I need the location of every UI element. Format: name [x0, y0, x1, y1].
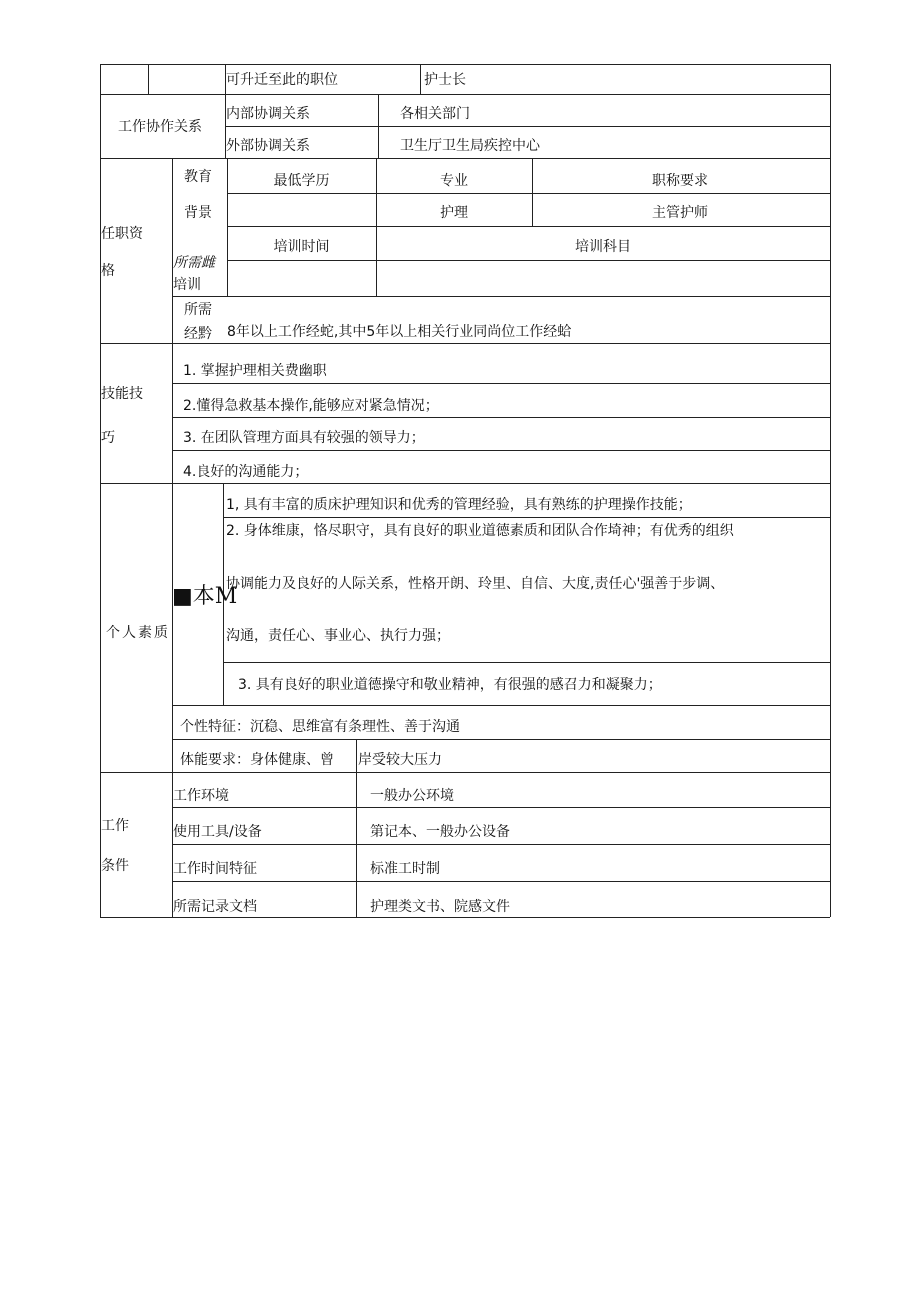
education-header-title: 职称要求	[652, 173, 708, 189]
table-border-left	[100, 64, 101, 917]
row-divider	[172, 739, 830, 740]
work-relations-title: 工作协作关系	[118, 119, 202, 135]
skills-title-line1: 技能技	[101, 386, 143, 402]
training-header-subject: 培训科目	[575, 239, 631, 255]
personal-item-3: 3. 具有良好的职业道德操守和敬业精神，有很强的感召力和凝聚力；	[238, 677, 662, 693]
condition-value-environment: 一般办公环境	[370, 788, 454, 804]
row-divider	[225, 126, 830, 127]
skill-item-3: 3. 在团队管理方面具有较强的领导力；	[183, 430, 425, 446]
education-value-title: 主管护师	[652, 205, 708, 221]
education-value-major: 护理	[440, 205, 468, 221]
personal-item-2-line3: 沟通，责任心、事业心、执行力强；	[226, 628, 450, 644]
education-label-line1: 教育	[184, 169, 212, 185]
row-divider	[100, 343, 830, 344]
row-divider	[227, 193, 830, 194]
col-divider	[172, 343, 173, 483]
condition-label-documents: 所需记录文档	[173, 899, 257, 915]
row-divider	[223, 662, 830, 663]
row-divider	[172, 844, 830, 845]
condition-label-tools: 使用工具/设备	[173, 824, 262, 840]
training-label-line1: 所需雌	[173, 255, 215, 271]
condition-value-tools: 第记本、一般办公设备	[370, 824, 510, 840]
qualification-title-line2: 格	[101, 263, 115, 279]
col-divider	[532, 158, 533, 226]
col-divider	[356, 739, 357, 772]
personal-sub-label: ■本M	[172, 584, 238, 609]
personal-item-2-line2: 协调能力及良好的人际关系，性格开朗、玲里、自信、大度,责任心'强善于步调、	[226, 576, 725, 592]
row-divider	[172, 450, 830, 451]
skill-item-4: 4.良好的沟通能力；	[183, 464, 309, 480]
table-border-right	[830, 64, 831, 917]
row-divider	[172, 881, 830, 882]
row-divider	[100, 772, 830, 773]
experience-label-line2: 经黔	[184, 326, 212, 341]
training-label-line2: 培训	[173, 277, 201, 293]
experience-value: 8年以上工作经蛇,其中5年以上相关行业同尚位工作经蛤	[227, 324, 572, 340]
internal-relations-value: 各相关部门	[400, 106, 470, 122]
col-divider	[172, 158, 173, 343]
row-divider	[100, 483, 830, 484]
training-header-time: 培训时间	[273, 239, 330, 255]
external-relations-label: 外部协调关系	[226, 138, 310, 154]
condition-value-documents: 护理类文书、院感文件	[370, 899, 510, 915]
personal-item-1: 1, 具有丰富的质床护理知识和优秀的管理经验，具有熟练的护理操作技能；	[226, 497, 692, 513]
experience-label-line1: 所需	[184, 302, 212, 318]
row-divider	[227, 260, 830, 261]
row-divider	[227, 226, 830, 227]
education-header-degree: 最低学历	[273, 173, 330, 189]
internal-relations-label: 内部协调关系	[226, 106, 310, 122]
physical-requirement-right: 岸受较大压力	[358, 752, 442, 768]
row-divider	[172, 807, 830, 808]
row-divider	[100, 158, 830, 159]
col-divider	[148, 64, 149, 94]
skill-item-1: 1. 掌握护理相关费幽职	[183, 363, 327, 379]
col-divider	[420, 64, 421, 94]
condition-label-environment: 工作环境	[173, 788, 229, 804]
table-border-top	[100, 64, 830, 65]
education-header-major: 专业	[440, 173, 468, 189]
external-relations-value: 卫生厅卫生局疾控中心	[400, 138, 540, 154]
condition-label-worktime: 工作时间特征	[173, 861, 257, 877]
personal-title: 个人素质	[106, 625, 170, 641]
promotion-value: 护士长	[424, 72, 466, 88]
row-divider	[172, 296, 830, 297]
row-divider	[223, 517, 830, 518]
conditions-title-line2: 条件	[101, 858, 129, 874]
skills-title-line2: 巧	[101, 430, 115, 446]
row-divider	[172, 417, 830, 418]
condition-value-worktime: 标准工时制	[370, 861, 440, 877]
col-divider	[378, 94, 379, 158]
col-divider	[356, 772, 357, 917]
qualification-title-line1: 任职资	[101, 226, 143, 242]
col-divider	[376, 226, 377, 296]
skill-item-2: 2.懂得急救基本操作,能够应对紧急情况；	[183, 398, 439, 414]
row-divider	[172, 383, 830, 384]
row-divider	[100, 94, 830, 95]
table-border-bottom	[100, 917, 830, 918]
personality-traits: 个性特征：沉稳、思维富有条理性、善于沟通	[180, 719, 460, 735]
row-divider	[172, 705, 830, 706]
physical-requirement-left: 体能要求：身体健康、曾	[180, 752, 334, 768]
education-label-line2: 背景	[184, 205, 212, 221]
promotion-label: 可升迁至此的职位	[226, 72, 338, 88]
conditions-title-line1: 工作	[101, 818, 129, 834]
col-divider	[172, 705, 173, 772]
personal-item-2-line1: 2. 身体维康，恪尽职守，具有良好的职业道德素质和团队合作埼神；有优秀的组织	[226, 523, 734, 539]
